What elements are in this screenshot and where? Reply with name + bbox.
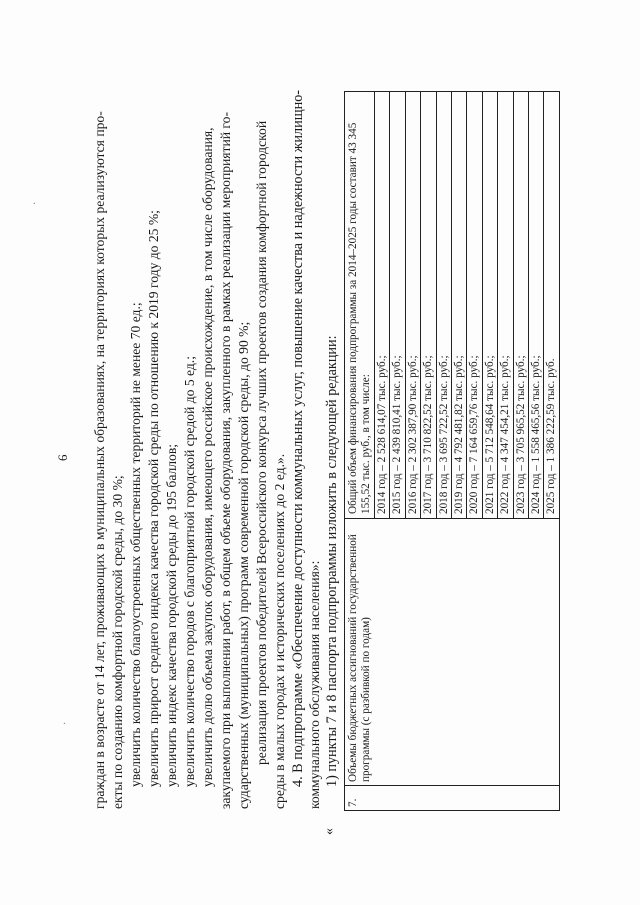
text-line-8: закупаемого при выполнении работ, в общем объеме оборудования, закупленного в рамках реализации мероприятий го- (218, 112, 233, 809)
year-item: 2024 год – 1 558 465,56 тыс. руб.; (528, 92, 543, 518)
row-value (345, 92, 560, 519)
scan-speck: · (30, 201, 41, 205)
year-item: 2019 год – 4 792 481,82 тыс. руб.; (451, 92, 466, 518)
row-number: 7. (345, 786, 560, 811)
text-line-11: среды в малых городах и исторических поселениях до 2 ед.». (272, 453, 287, 809)
page-number: 6 (55, 454, 70, 461)
text-line-1: граждан в возрасте от 14 лет, проживающих в муниципальных образованиях, на территориях которых реализуются про- (92, 111, 107, 809)
value-intro: Общий объем финансирования подпрограммы за 2014–2025 годы составит 43 345 155,52 тыс. руб., в том числе: (347, 122, 372, 514)
year-item: 2014 год – 2 528 614,07 тыс. руб.; (374, 92, 389, 518)
year-item: 2025 год – 1 386 222,59 тыс. руб. (543, 92, 558, 518)
open-quote: « (322, 828, 337, 835)
text-line-4: увеличить прирост среднего индекса качества городской среды по отношению к 2019 году до 25 %; (146, 210, 161, 787)
text-line-13: коммунального обслуживания населения»: (307, 560, 322, 809)
year-item: 2015 год – 2 439 810,41 тыс. руб.; (389, 92, 404, 518)
year-item: 2016 год – 2 302 387,90 тыс. руб.; (405, 92, 420, 518)
text-line-2: екты по созданию комфортной городской среды, до 30 %; (110, 475, 125, 809)
year-item: 2018 год – 3 695 722,52 тыс. руб.; (436, 92, 451, 518)
scan-speck: · (60, 721, 71, 725)
text-line-9: сударственных (муниципальных) программ современной городской среды, до 90 %; (236, 321, 251, 809)
row-description: Объемы бюджетных ассигнований государственной программы (с разбивкой по годам) (345, 519, 560, 786)
text-line-10: реализация проектов победителей Всероссийского конкурса лучших проектов создания комфортной городской (254, 120, 269, 765)
table-row (345, 92, 560, 811)
text-line-7: увеличить долю объема закупок оборудования, имеющего российское происхождение, в том числе оборудования, (200, 127, 215, 787)
text-line-14: 1) пункты 7 и 8 паспорта подпрограммы изложить в следующей редакции: (324, 335, 340, 787)
year-item: 2023 год – 3 705 965,52 тыс. руб.; (513, 92, 528, 518)
text-line-12: 4. В подпрограмме «Обеспечение доступности коммунальных услуг, повышение качества и надежности жилищно- (290, 89, 306, 787)
year-item: 2017 год – 3 710 822,52 тыс. руб.; (420, 92, 435, 518)
year-item: 2022 год – 4 347 454,21 тыс. руб.; (497, 92, 512, 518)
text-line-6: увеличить количество городов с благоприятной городской средой до 5 ед.; (182, 356, 197, 787)
year-item: 2021 год – 5 712 548,64 тыс. руб.; (482, 92, 497, 518)
year-item: 2020 год – 7 164 659,76 тыс. руб.; (466, 92, 481, 518)
passport-table (344, 91, 560, 811)
text-line-5: увеличить индекс качества городской среды до 195 баллов; (164, 443, 179, 787)
text-line-3: увеличить количество благоустроенных общественных территорий не менее 70 ед.; (128, 302, 143, 787)
